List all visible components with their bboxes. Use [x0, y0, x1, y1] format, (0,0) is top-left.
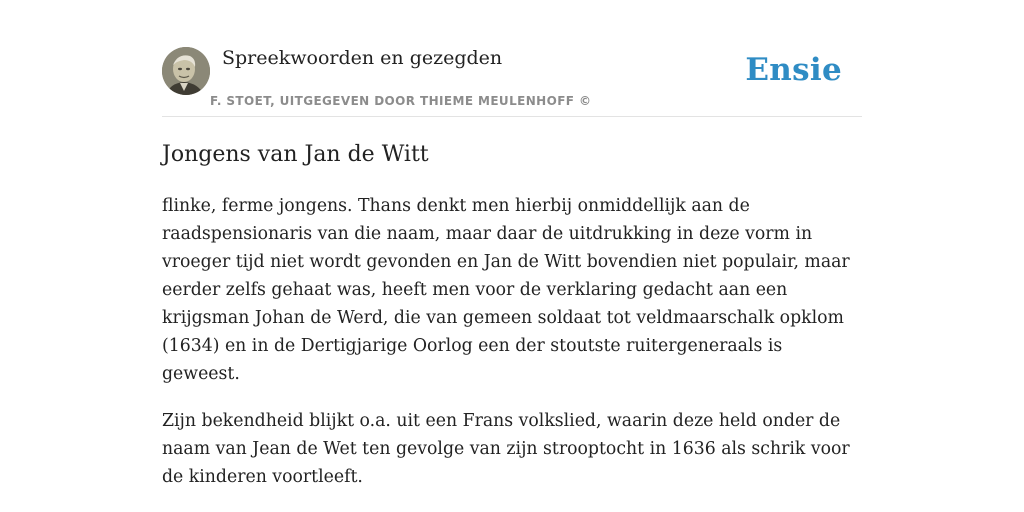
entry-header: [162, 46, 862, 117]
book-title[interactable]: Spreekwoorden en gezegden: [222, 47, 503, 69]
entry-title: Jongens van Jan de Witt: [162, 142, 429, 167]
entry-paragraph: Zijn bekendheid blijkt o.a. uit een Frans volkslied, waarin deze held onder de naam van Jean de Wet ten gevolge van zijn strooptocht in 1636 als schrik voor de kinderen voortleeft.: [162, 411, 850, 487]
entry-card: [162, 0, 862, 512]
author-portrait-icon: [162, 47, 210, 95]
publisher-credit: F. STOET, UITGEGEVEN DOOR THIEME MEULENHOFF ©: [210, 94, 592, 108]
entry-paragraph: flinke, ferme jongens. Thans denkt men hierbij onmiddellijk aan de raadspensionaris van die naam, maar daar de uitdrukking in deze vorm in vroeger tijd niet wordt gevonden en Jan de Witt bovendien niet populair, maar eerder zelfs gehaat was, heeft men voor de verklaring gedacht aan een krijgsman Johan de Werd, die van gemeen soldaat tot veldmaarschalk opklom (1634) en in de Dertigjarige Oorlog een der stoutste ruitergeneraals is geweest.: [162, 196, 850, 384]
entry-body: [162, 192, 862, 510]
ensie-logo[interactable]: Ensie: [745, 52, 842, 88]
